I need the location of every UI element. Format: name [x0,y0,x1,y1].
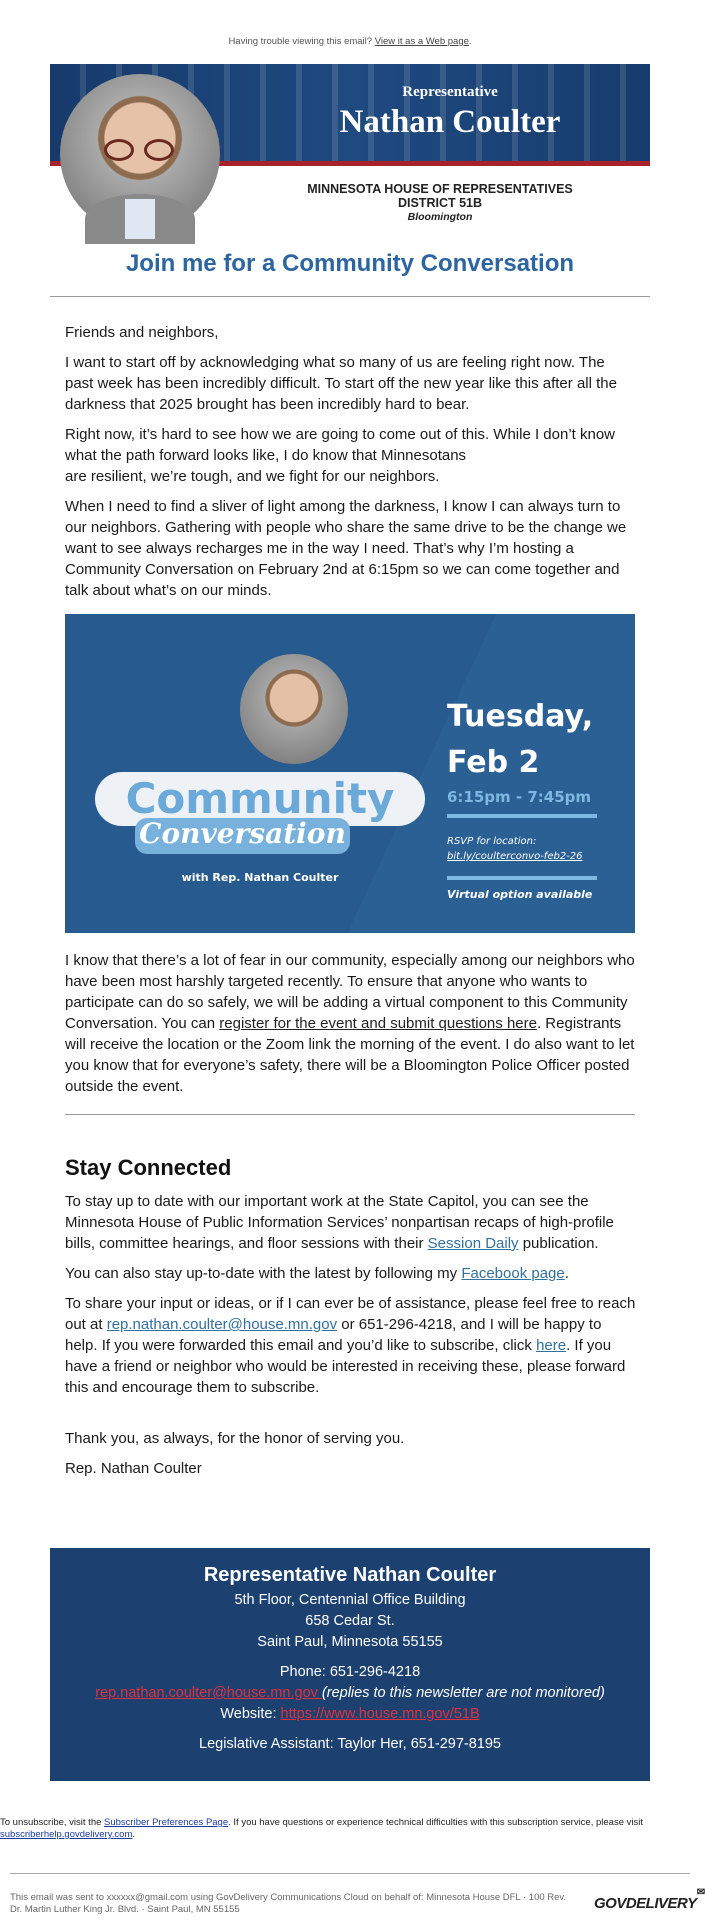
paragraph: Right now, it’s hard to see how we are going to come out of this. While I don’t know what the path forward looks like, I do know that Minnesotans are resilient, we’re tough, and we fight for our neighbors. [65,426,616,485]
footer-assistant: Legislative Assistant: Taylor Her, 651-297-8195 [199,1736,501,1752]
flyer-photo [240,654,348,764]
footer-address: 658 Cedar St. [305,1613,395,1629]
signature: Rep. Nathan Coulter [65,1460,202,1477]
footer-email-link[interactable]: rep.nathan.coulter@house.mn.gov [95,1685,322,1701]
footer-email-row: rep.nathan.coulter@house.mn.gov (replies to this newsletter are not monitored) [95,1685,605,1701]
representative-photo [60,74,220,234]
banner-title-name: Nathan Coulter [339,104,561,140]
sent-info: This email was sent to xxxxxx@gmail.com using GovDelivery Communications Cloud on behalf of: Minnesota House DFL · 100 Rev. Dr. Martin Luther King Jr. Blvd. · Saint Paul, MN 55155 [10,1892,567,1915]
footer-title: Representative Nathan Coulter [203,1564,497,1586]
banner-org: MINNESOTA HOUSE OF REPRESENTATIVES [307,182,573,196]
stay-connected-heading: Stay Connected [65,1155,232,1180]
banner-district: DISTRICT 51B [397,196,483,210]
divider [65,1114,635,1115]
footer-phone: Phone: 651-296-4218 [279,1664,421,1680]
subscriber-preferences-link[interactable]: Subscriber Preferences Page [104,1817,229,1828]
subscribe-link[interactable]: here [536,1337,567,1354]
event-text [65,950,637,1106]
preheader: Having trouble viewing this email? View it as a Web page. [228,36,472,47]
paragraph: When I need to find a sliver of light among the darkness, I know I can always turn to our neighbors. Gathering with people who share the same drive to be the change we want to see always recharges me in the way I need. That’s why I’m hosting a Community Conversation on February 2nd at 6:15pm so we can come together and talk about what’s on our minds. [65,498,627,599]
intro-text [65,322,637,610]
stay-connected-text [65,1191,637,1488]
footer-website-row: Website: https://www.house.mn.gov/51B [220,1706,480,1722]
footer-website-link[interactable]: https://www.house.mn.gov/51B [280,1706,480,1722]
register-link[interactable]: register for the event and submit questions here [219,1015,537,1032]
flyer-with: with Rep. Nathan Coulter [181,871,339,884]
unsubscribe-text: To unsubscribe, visit the Subscriber Preferences Page. If you have questions or experience technical difficulties with this subscription service, please visit subscriberhelp.govdelivery.com. [0,1817,643,1840]
envelope-icon: ✉ [696,1887,705,1898]
flyer-bar [447,814,597,818]
greeting: Friends and neighbors, [65,324,219,341]
event-flyer-image[interactable] [65,614,635,933]
divider [10,1873,690,1874]
contact-footer [50,1548,650,1781]
flyer-virtual: Virtual option available [447,888,593,901]
flyer-rsvp: RSVP for location: bit.ly/coulterconvo-feb2-26 [447,836,583,862]
paragraph: To share your input or ideas, or if I can ever be of assistance, please feel free to reach out at rep.nathan.coulter@house.mn.gov or 651-296-4218, and I will be happy to help. If you were forwarded this email and you’d like to subscribe, click here. If you have a friend or neighbor who would be interested in receiving these, please forward this and encourage them to subscribe. [65,1295,636,1396]
facebook-link[interactable]: Facebook page [461,1265,565,1282]
flyer-bar [447,876,597,880]
session-daily-link[interactable]: Session Daily [427,1235,519,1252]
subscriber-help-link[interactable]: subscriberhelp.govdelivery.com [0,1829,133,1840]
paragraph: I want to start off by acknowledging what so many of us are feeling right now. The past week has been incredibly difficult. To start off the new year like this after all the darkness that 2025 brought has been incredibly hard to bear. [65,354,617,413]
footer-address: 5th Floor, Centennial Office Building [234,1592,466,1608]
view-web-page-link[interactable]: View it as a Web page [374,36,469,47]
flyer-subtitle: Conversation [139,817,346,850]
footer-address: Saint Paul, Minnesota 55155 [257,1634,443,1650]
closing: Thank you, as always, for the honor of serving you. [65,1430,405,1447]
banner-city: Bloomington [407,211,473,223]
paragraph: You can also stay up-to-date with the latest by following my Facebook page. [65,1265,569,1282]
paragraph: To stay up to date with our important work at the State Capitol, you can see the Minnesota House of Public Information Services’ nonpartisan recaps of high-profile bills, committee hearings, and floor sessions with their Session Daily publication. [65,1193,614,1252]
flyer-time: 6:15pm - 7:45pm [447,788,592,806]
flyer-date: Tuesday, Feb 2 [447,699,594,780]
banner-title-small: Representative [402,84,498,100]
divider [50,296,650,297]
govdelivery-logo: GOVDELIVERY ✉ [594,1887,705,1912]
paragraph: I know that there’s a lot of fear in our community, especially among our neighbors who have been most harshly targeted recently. To ensure that anyone who wants to participate can do so safely, we will be adding a virtual component to this Community Conversation. You can register for the event and submit questions here. Registrants will receive the location or the Zoom link the morning of the event. I do also want to let you know that for everyone’s safety, there will be a Bloomington Police Officer posted outside the event. [65,952,635,1095]
page-title: Join me for a Community Conversation [125,250,575,277]
email-link[interactable]: rep.nathan.coulter@house.mn.gov [106,1316,338,1333]
flyer-title: Community [125,774,395,823]
